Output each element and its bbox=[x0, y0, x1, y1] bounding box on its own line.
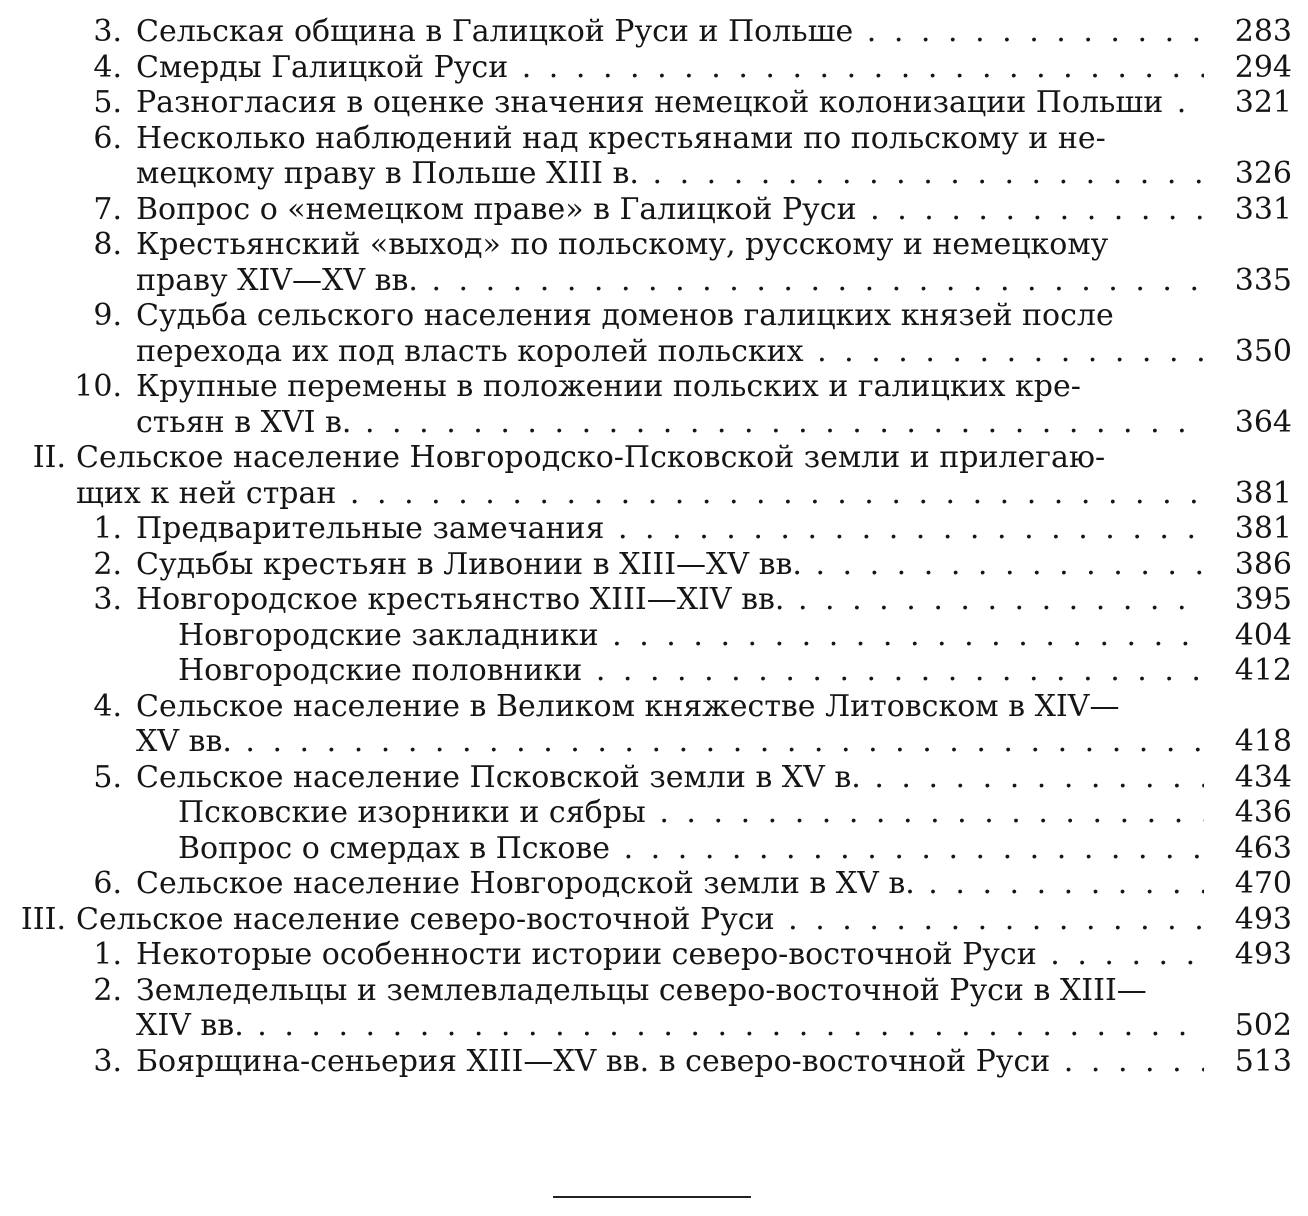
toc-entry bbox=[0, 547, 1308, 583]
toc-page-number: 294 bbox=[1234, 49, 1292, 85]
toc-line bbox=[0, 511, 1308, 547]
toc-page-number: 335 bbox=[1234, 262, 1292, 298]
toc-number: II. bbox=[32, 440, 66, 475]
toc-title: Несколько наблюдений над крестьянами по польскому и не- bbox=[136, 120, 1106, 156]
toc-page-number: 502 bbox=[1234, 1008, 1292, 1043]
toc-entry bbox=[0, 618, 1308, 654]
toc-entry bbox=[0, 653, 1308, 689]
toc-page-number: 418 bbox=[1234, 724, 1292, 759]
toc-line bbox=[0, 121, 1308, 157]
toc-entry bbox=[0, 902, 1308, 938]
toc-title: Крестьянский «выход» по польскому, русскому и немецкому bbox=[136, 227, 1109, 262]
toc-line bbox=[0, 298, 1308, 334]
table-of-contents bbox=[0, 14, 1308, 1079]
toc-page-number: 283 bbox=[1234, 14, 1292, 49]
toc-line bbox=[0, 831, 1308, 867]
toc-title: Боярщина-сеньерия XIII—XV вв. в северо-восточной Руси . . . bbox=[136, 1044, 1204, 1080]
toc-entry bbox=[0, 795, 1308, 831]
toc-title: Сельское население Новгородской земли в XV в. . . . bbox=[136, 866, 1204, 902]
toc-number: 3. bbox=[93, 582, 122, 617]
toc-title: Вопрос о смердах в Пскове . . . bbox=[178, 831, 1204, 867]
toc-page-number: 493 bbox=[1234, 937, 1292, 972]
toc-title: Сельское население северо-восточной Руси . . . bbox=[76, 902, 1204, 938]
toc-page-number: 331 bbox=[1234, 191, 1292, 227]
toc-page-number: 434 bbox=[1234, 759, 1292, 795]
toc-line bbox=[0, 795, 1308, 831]
toc-line bbox=[0, 85, 1308, 121]
toc-number: 3. bbox=[93, 14, 122, 49]
toc-page-number: 493 bbox=[1234, 901, 1292, 937]
toc-entry bbox=[0, 192, 1308, 228]
toc-title: Вопрос о «немецком праве» в Галицкой Руси . . . bbox=[136, 192, 1204, 228]
toc-number: 4. bbox=[93, 688, 122, 724]
toc-title: Псковские изорники и сябры . . . bbox=[178, 795, 1204, 831]
toc-line bbox=[0, 724, 1308, 760]
toc-line bbox=[0, 156, 1308, 192]
toc-page-number: 404 bbox=[1234, 617, 1292, 653]
toc-entry bbox=[0, 369, 1308, 440]
toc-line bbox=[0, 440, 1308, 476]
toc-entry bbox=[0, 121, 1308, 192]
toc-entry bbox=[0, 50, 1308, 86]
toc-line bbox=[0, 547, 1308, 583]
toc-title: Сельское население Новгородско-Псковской земли и прилегаю- bbox=[76, 440, 1106, 475]
toc-line bbox=[0, 369, 1308, 405]
toc-page-number: 386 bbox=[1234, 546, 1292, 582]
toc-entry bbox=[0, 831, 1308, 867]
toc-number: 9. bbox=[93, 298, 122, 333]
toc-line bbox=[0, 866, 1308, 902]
toc-number: 6. bbox=[93, 120, 122, 156]
toc-line bbox=[0, 582, 1308, 618]
toc-title: Сельское население Псковской земли в XV в. . . . bbox=[136, 760, 1204, 796]
toc-title: Сельская община в Галицкой Руси и Польше . . . bbox=[136, 14, 1204, 50]
toc-entry bbox=[0, 582, 1308, 618]
toc-entry bbox=[0, 760, 1308, 796]
toc-entry bbox=[0, 866, 1308, 902]
toc-line bbox=[0, 689, 1308, 725]
toc-line bbox=[0, 192, 1308, 228]
toc-number: 8. bbox=[93, 227, 122, 262]
toc-line bbox=[0, 618, 1308, 654]
toc-title: Судьбы крестьян в Ливонии в XIII—XV вв. . . . bbox=[136, 547, 1204, 583]
toc-number: 4. bbox=[93, 49, 122, 85]
toc-title: Сельское население в Великом княжестве Литовском в XIV— bbox=[136, 688, 1120, 724]
toc-entry bbox=[0, 85, 1308, 121]
toc-line bbox=[0, 760, 1308, 796]
toc-page-number: 463 bbox=[1234, 830, 1292, 866]
toc-page-number: 350 bbox=[1234, 333, 1292, 369]
toc-title: Некоторые особенности истории северо-восточной Руси . . . bbox=[136, 937, 1204, 973]
toc-line bbox=[0, 50, 1308, 86]
toc-line bbox=[0, 1044, 1308, 1080]
toc-entry bbox=[0, 937, 1308, 973]
toc-line bbox=[0, 14, 1308, 50]
toc-page-number: 326 bbox=[1234, 156, 1292, 191]
toc-entry bbox=[0, 298, 1308, 369]
toc-entry bbox=[0, 973, 1308, 1044]
toc-title: Разногласия в оценке значения немецкой колонизации Польши . . . bbox=[136, 85, 1204, 121]
toc-number: 2. bbox=[93, 972, 122, 1008]
toc-title: праву XIV—XV вв. . . . bbox=[136, 263, 1204, 299]
toc-page-number: 470 bbox=[1234, 866, 1292, 901]
toc-number: 5. bbox=[93, 759, 122, 795]
toc-page-number: 395 bbox=[1234, 582, 1292, 617]
toc-entry bbox=[0, 511, 1308, 547]
toc-line bbox=[0, 653, 1308, 689]
closing-rule bbox=[553, 1196, 751, 1198]
toc-title: Предварительные замечания . . . bbox=[136, 511, 1204, 547]
toc-title: Новгородские закладники . . . bbox=[178, 618, 1204, 654]
toc-title: Смерды Галицкой Руси . . . bbox=[136, 50, 1204, 86]
toc-entry bbox=[0, 1044, 1308, 1080]
toc-line bbox=[0, 405, 1308, 441]
toc-page-number: 381 bbox=[1234, 475, 1292, 511]
toc-line bbox=[0, 263, 1308, 299]
toc-number: 7. bbox=[93, 191, 122, 227]
toc-line bbox=[0, 334, 1308, 370]
toc-line bbox=[0, 973, 1308, 1009]
toc-number: 1. bbox=[93, 937, 122, 972]
toc-entry bbox=[0, 14, 1308, 50]
toc-number: 5. bbox=[93, 85, 122, 120]
toc-number: 6. bbox=[93, 866, 122, 901]
toc-page-number: 412 bbox=[1234, 653, 1292, 688]
toc-page-number: 321 bbox=[1234, 85, 1292, 120]
toc-title: Новгородские половники . . . bbox=[178, 653, 1204, 689]
toc-number: 1. bbox=[93, 511, 122, 546]
toc-number: III. bbox=[20, 901, 66, 937]
toc-title: Земледельцы и землевладельцы северо-восточной Руси в XIII— bbox=[136, 972, 1147, 1008]
toc-entry bbox=[0, 689, 1308, 760]
toc-title: перехода их под власть королей польских . . . bbox=[136, 334, 1204, 370]
toc-entry bbox=[0, 440, 1308, 511]
toc-line bbox=[0, 937, 1308, 973]
toc-title: XV вв. . . . bbox=[136, 724, 1204, 760]
toc-line bbox=[0, 1008, 1308, 1044]
toc-title: щих к ней стран . . . bbox=[76, 476, 1204, 512]
toc-entry bbox=[0, 227, 1308, 298]
toc-page-number: 364 bbox=[1234, 404, 1292, 440]
toc-number: 2. bbox=[93, 546, 122, 582]
toc-title: стьян в XVI в. . . . bbox=[136, 405, 1204, 441]
toc-title: Новгородское крестьянство XIII—XIV вв. . . . bbox=[136, 582, 1204, 618]
toc-line bbox=[0, 902, 1308, 938]
toc-page-number: 513 bbox=[1234, 1043, 1292, 1079]
toc-number: 3. bbox=[93, 1043, 122, 1079]
toc-page-number: 436 bbox=[1234, 795, 1292, 830]
toc-page-number: 381 bbox=[1234, 511, 1292, 546]
toc-number: 10. bbox=[74, 369, 122, 404]
toc-title: мецкому праву в Польше XIII в. . . . bbox=[136, 156, 1204, 192]
toc-line bbox=[0, 227, 1308, 263]
toc-title: Судьба сельского населения доменов галицких князей после bbox=[136, 298, 1114, 333]
toc-title: XIV вв. . . . bbox=[136, 1008, 1204, 1044]
toc-title: Крупные перемены в положении польских и галицких кре- bbox=[136, 369, 1081, 404]
toc-line bbox=[0, 476, 1308, 512]
